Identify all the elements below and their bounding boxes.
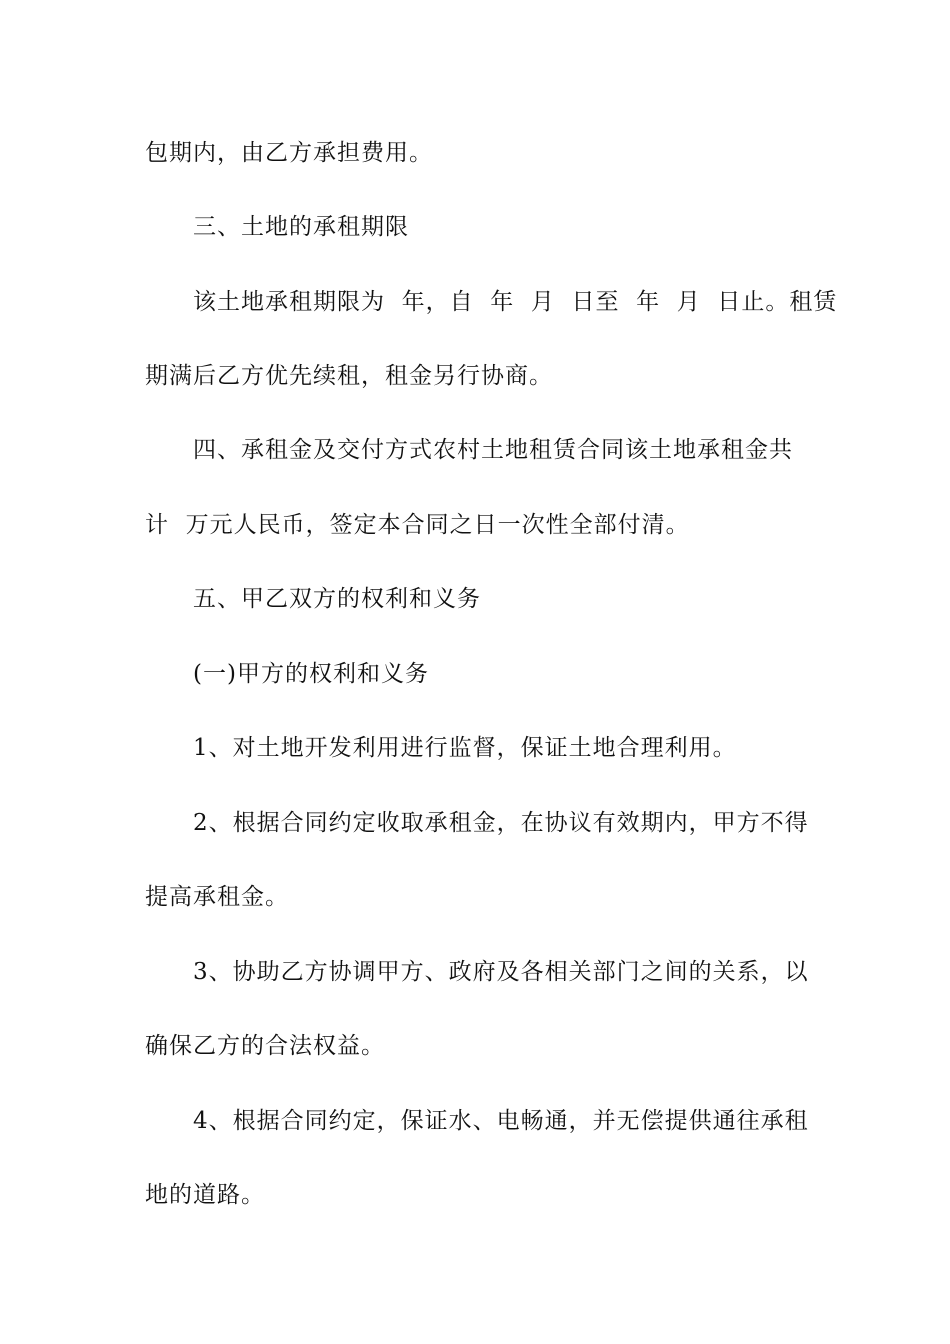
list-item: 3、协助乙方协调甲方、政府及各相关部门之间的关系，以 — [193, 959, 809, 985]
text-line: 期满后乙方优先续租，租金另行协商。 — [145, 363, 553, 389]
list-item: 4、根据合同约定，保证水、电畅通，并无偿提供通往承租 — [193, 1108, 809, 1134]
text-line: 包期内，由乙方承担费用。 — [145, 140, 433, 166]
text-line: 计 万元人民币，签定本合同之日一次性全部付清。 — [145, 512, 690, 538]
text-line: 该土地承租期限为 年，自 年 月 日至 年 月 日止。租赁 — [193, 289, 838, 315]
text-line: 地的道路。 — [145, 1182, 265, 1208]
section-heading: 四、承租金及交付方式农村土地租赁合同该土地承租金共 — [193, 437, 793, 463]
section-heading: 三、土地的承租期限 — [193, 214, 409, 240]
section-heading: 五、甲乙双方的权利和义务 — [193, 586, 481, 612]
list-item: 2、根据合同约定收取承租金，在协议有效期内，甲方不得 — [193, 810, 809, 836]
list-item: 1、对土地开发利用进行监督，保证土地合理利用。 — [193, 735, 737, 761]
subsection-heading: (一)甲方的权利和义务 — [193, 661, 429, 687]
text-line: 提高承租金。 — [145, 884, 289, 910]
text-line: 确保乙方的合法权益。 — [145, 1033, 385, 1059]
